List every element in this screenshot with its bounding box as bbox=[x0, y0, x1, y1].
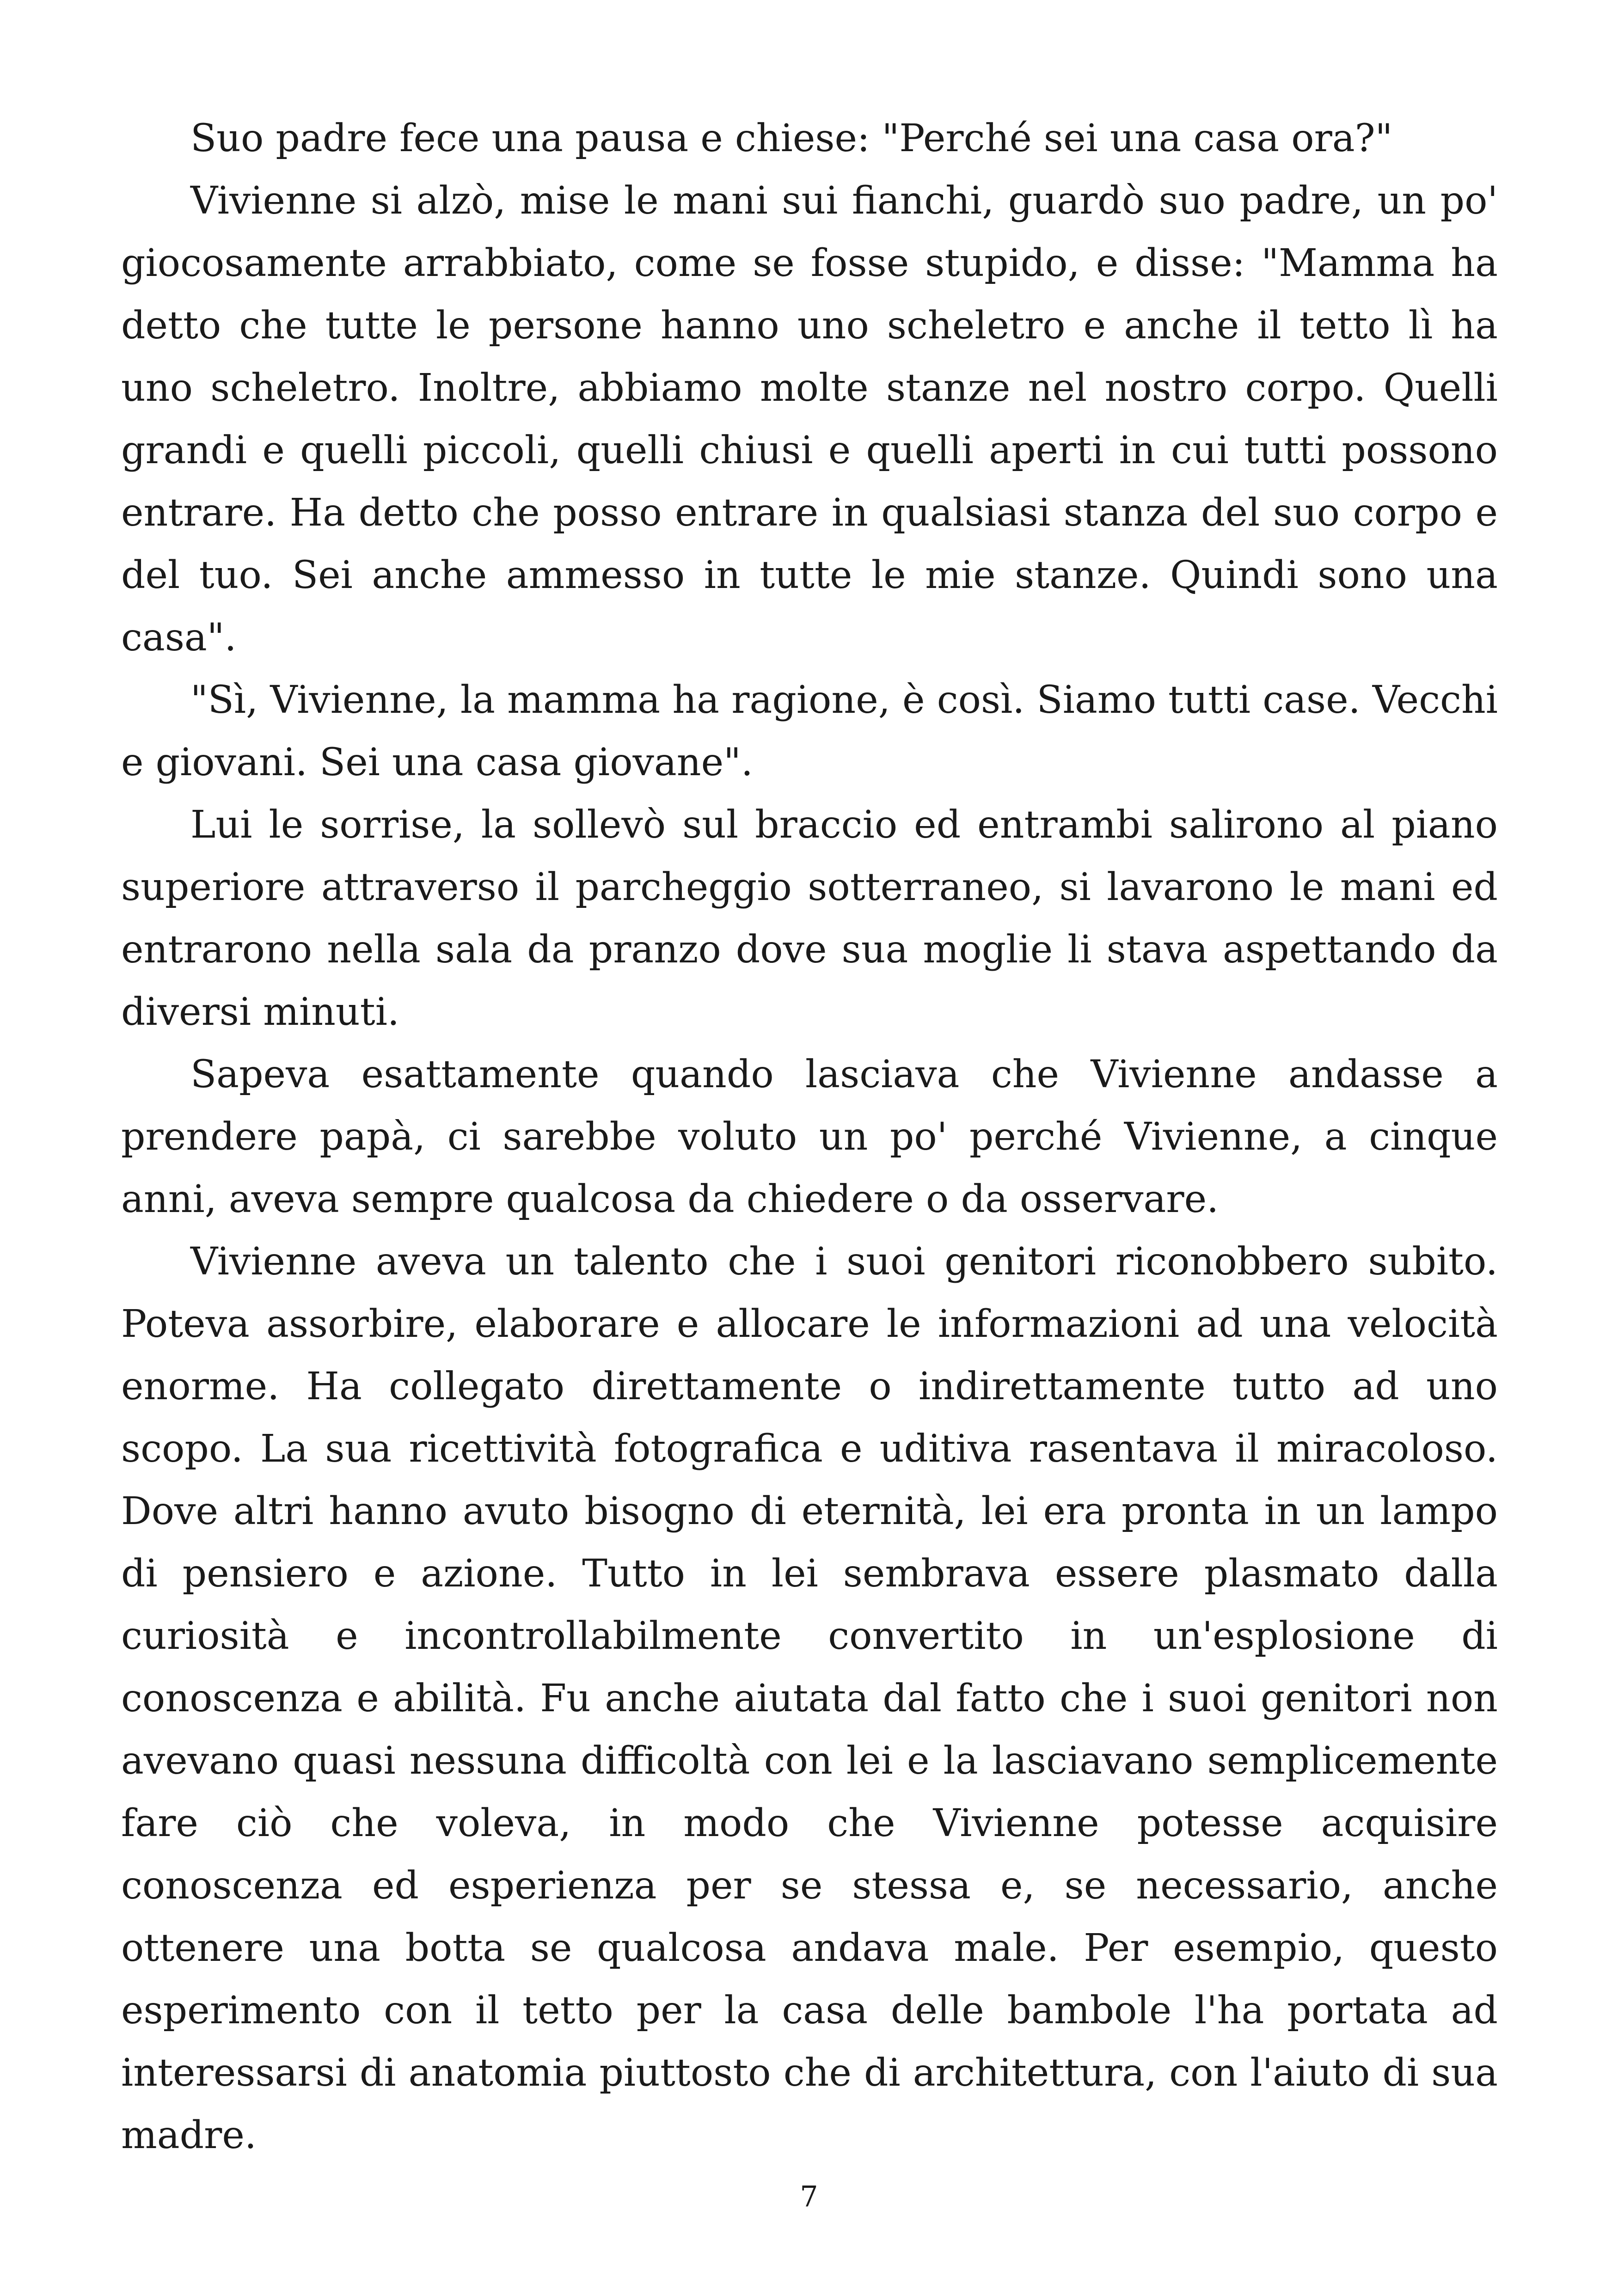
paragraph: Sapeva esattamente quando lasciava che Vivienne andasse a prendere papà, ci sarebbe voluto un po' perché Vivienne, a cinque anni, aveva sempre qualcosa da chiedere o da osservare. bbox=[121, 1053, 1498, 1221]
paragraph: Lui le sorrise, la sollevò sul braccio ed entrambi salirono al piano superiore attraverso il parcheggio sotterraneo, si lavarono le mani ed entrarono nella sala da pranzo dove sua moglie li stava aspettando da diversi minuti. bbox=[121, 803, 1498, 1034]
paragraph: Vivienne si alzò, mise le mani sui fianchi, guardò suo padre, un po' giocosamente arrabbiato, come se fosse stupido, e disse: "Mamma ha detto che tutte le persone hanno uno scheletro e anche il tetto lì ha uno scheletro. Inoltre, abbiamo molte stanze nel nostro corpo. Quelli grandi e quelli piccoli, quelli chiusi e quelli aperti in cui tutti possono entrare. Ha detto che posso entrare in qualsiasi stanza del suo corpo e del tuo. Sei anche ammesso in tutte le mie stanze. Quindi sono una casa". bbox=[121, 179, 1498, 660]
paragraph: "Sì, Vivienne, la mamma ha ragione, è così. Siamo tutti case. Vecchi e giovani. Sei una casa giovane". bbox=[121, 678, 1498, 784]
paragraph: Suo padre fece una pausa e chiese: "Perché sei una casa ora?" bbox=[190, 116, 1393, 160]
page-number: 7 bbox=[800, 2180, 818, 2213]
body-text bbox=[121, 107, 1498, 2167]
paragraph: Vivienne aveva un talento che i suoi genitori riconobbero subito. Poteva assorbire, elaborare e allocare le informazioni ad una velocità enorme. Ha collegato direttamente o indirettamente tutto ad uno scopo. La sua ricettività fotografica e uditiva rasentava il miracoloso. Dove altri hanno avuto bisogno di eternità, lei era pronta in un lampo di pensiero e azione. Tutto in lei sembrava essere plasmato dalla curiosità e incontrollabilmente convertito in un'esplosione di conoscenza e abilità. Fu anche aiutata dal fatto che i suoi genitori non avevano quasi nessuna difficoltà con lei e la lasciavano semplicemente fare ciò che voleva, in modo che Vivienne potesse acquisire conoscenza ed esperienza per se stessa e, se necessario, anche ottenere una botta se qualcosa andava male. Per esempio, questo esperimento con il tetto per la casa delle bambole l'ha portata ad interessarsi di anatomia piuttosto che di architettura, con l'aiuto di sua madre. bbox=[121, 1240, 1498, 2157]
